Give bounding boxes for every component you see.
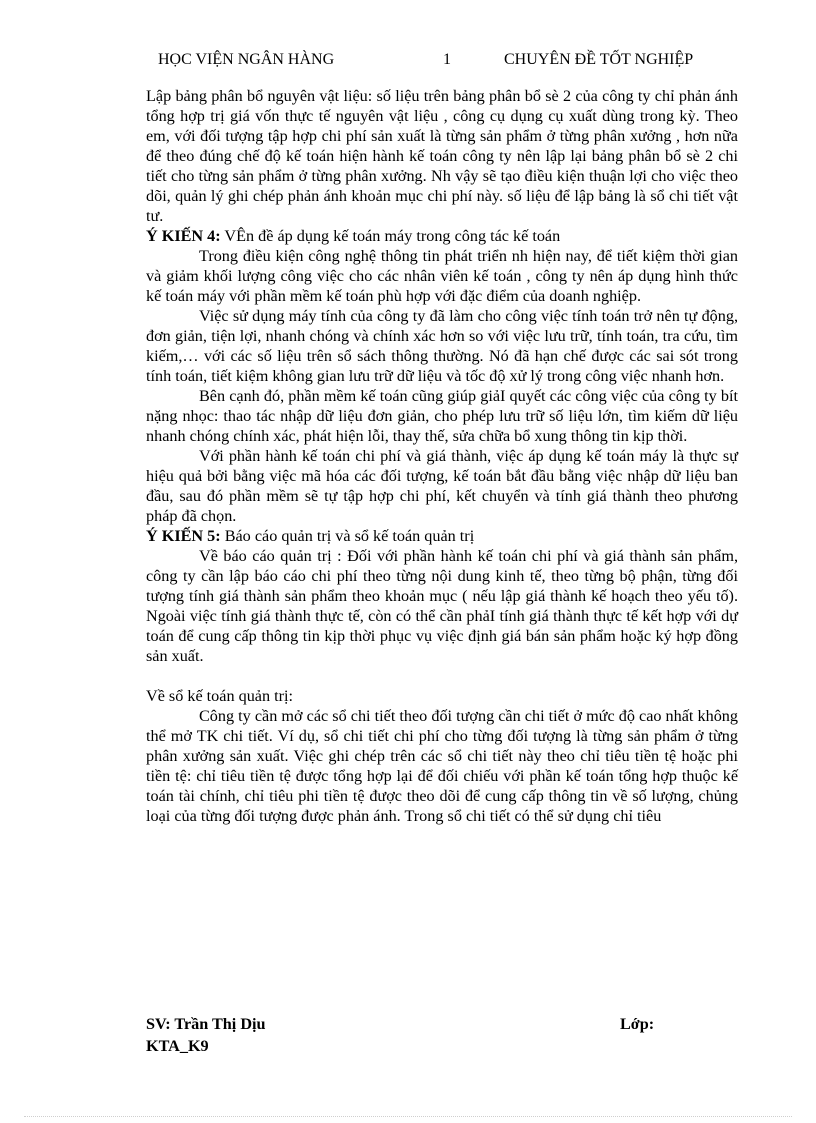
heading-opinion-5: [146, 526, 738, 546]
paragraph-material-allocation: Lập bảng phân bổ nguyên vật liệu: số liệu trên bảng phân bổ sè 2 của công ty chỉ phản ánh tổng hợp trị giá vốn thực tế nguyên vật liệu , công cụ dụng cụ xuất dùng trong kỳ. Theo em, với đối tượng tập hợp chi phí sản xuất là từng sản phẩm ở từng phân xưởng , hơn nữa để theo đúng chế độ kế toán hiện hành kế toán công ty nên lập lại bảng phân bổ sè 2 chi tiết cho từng sản phẩm ở từng phân xưởng. Nh vậy sẽ tạo điều kiện thuận lợi cho việc theo dõi, quản lý ghi chép phản ánh khoản mục chi phí này. số liệu để lập bảng là sổ chi tiết vật tư.: [146, 87, 738, 225]
paragraph-detail-books: Công ty cần mở các sổ chi tiết theo đối tượng cần chi tiết ở mức độ cao nhất không thể mở TK chi tiết. Ví dụ, sổ chi tiết chi phí cho từng đối tượng là từng sản phẩm ở từng phân xưởng sản xuất. Việc ghi chép trên các sổ chi tiết này theo chỉ tiêu tiền tệ hoặc phi tiền tệ: chỉ tiêu tiền tệ được tổng hợp lại để đối chiếu với phần kế toán tổng hợp thuộc kế toán tài chính, chỉ tiêu phi tiền tệ được theo dõi để cung cấp thông tin về số lượng, chủng loại của từng đối tượng được phản ánh. Trong sổ chi tiết có thể sử dụng chỉ tiêu: [146, 707, 738, 825]
paragraph-cost-accounting: Với phần hành kế toán chi phí và giá thành, việc áp dụng kế toán máy là thực sự hiệu quả bởi bằng việc mã hóa các đối tượng, kế toán bắt đầu bằng việc nhập dữ liệu ban đầu, sau đó phần mềm sẽ tự tập hợp chi phí, kết chuyển và tính giá thành theo phương pháp đã chọn.: [146, 447, 738, 525]
heading-opinion-4-label: Ý KIẾN 4:: [146, 227, 221, 245]
subheading-management-books: Về sổ kế toán quản trị:: [146, 687, 293, 705]
document-body: [146, 86, 738, 826]
page-bottom-divider: [24, 1116, 792, 1117]
heading-opinion-4: [146, 226, 738, 246]
paragraph-computer-use: Việc sử dụng máy tính của công ty đã làm cho công việc tính toán trở nên tự động, đơn giản, tiện lợi, nhanh chóng và chính xác hơn so với việc lưu trữ, tính toán, tra cứu, tìm kiếm,… với các số liệu trên sổ sách thông thường. Nó đã hạn chế được các sai sót trong tính toán, tiết kiệm không gian lưu trữ dữ liệu và tốc độ xử lý trong công việc nhanh hơn.: [146, 307, 738, 385]
footer-class-label: Lớp:: [620, 1015, 655, 1033]
paragraph-management-report: Về báo cáo quản trị : Đối với phần hành kế toán chi phí và giá thành sản phẩm, công ty cần lập báo cáo chi phí theo từng nội dung kinh tế, theo từng bộ phận, từng đối tượng tính giá thành sản phẩm theo khoản mục ( nếu lập giá thành kế hoạch theo yếu tố). Ngoài việc tính giá thành thực tế, còn có thể cần phảI tính giá thành thực tế kết hợp với dự toán để cung cấp thông tin kịp thời phục vụ việc định giá bán sản phẩm hoặc ký hợp đồng sản xuất.: [146, 547, 738, 665]
header-document-type: CHUYÊN ĐỀ TỐT NGHIỆP: [504, 51, 694, 68]
heading-opinion-4-text: VÊn đề áp dụng kế toán máy trong công tác kế toán: [220, 227, 561, 245]
header-institution: HỌC VIỆN NGÂN HÀNG: [158, 51, 335, 68]
paragraph-it-development: Trong điều kiện công nghệ thông tin phát triển nh hiện nay, để tiết kiệm thời gian và giảm khối lượng công việc cho các nhân viên kế toán , công ty nên áp dụng hình thức kế toán máy với phần mềm kế toán phù hợp với đặc điểm của doanh nghiệp.: [146, 247, 738, 305]
footer-student-name: SV: Trần Thị Dịu: [146, 1015, 266, 1033]
page-header: [158, 48, 738, 72]
paragraph-software-benefits: Bên cạnh đó, phần mềm kế toán cũng giúp giảI quyết các công việc của công ty bít nặng nhọc: thao tác nhập dữ liệu đơn giản, cho phép lưu trữ số liệu lớn, tìm kiếm dữ liệu nhanh chóng chính xác, phát hiện lỗi, thay thế, sửa chữa bổ xung thông tin kịp thời.: [146, 387, 738, 445]
heading-opinion-5-text: Báo cáo quản trị và sổ kế toán quản trị: [220, 527, 475, 545]
footer-class-value: KTA_K9: [146, 1037, 209, 1055]
heading-opinion-5-label: Ý KIẾN 5:: [146, 527, 221, 545]
paragraph-gap: [146, 666, 738, 686]
page-number: 1: [443, 51, 451, 68]
